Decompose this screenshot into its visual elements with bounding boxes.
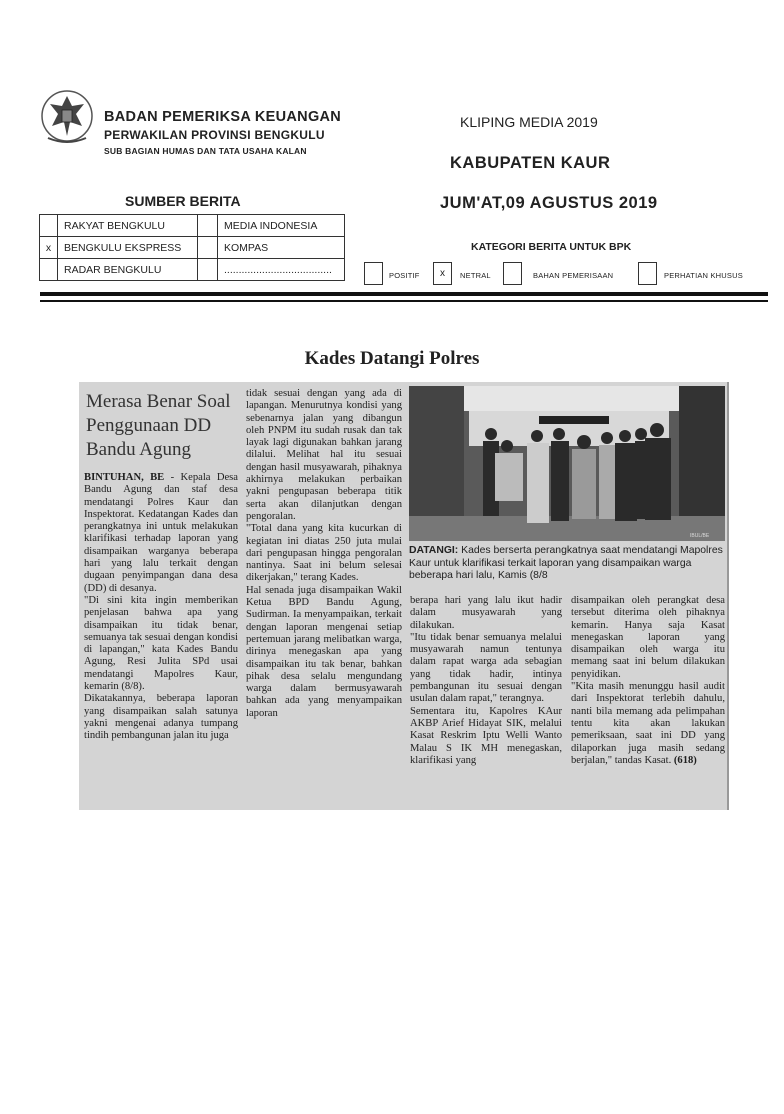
caption-text: Kades berserta perangkatnya saat mendatangi Mapolres Kaur untuk klarifikasi terkait laporan yang disampaikan warga beberapa hari lalu, Kamis (8/8 xyxy=(409,545,723,582)
article-column-4 xyxy=(571,595,725,767)
sumber-source: ..................................... xyxy=(218,259,345,281)
sumber-source: RADAR BENGKULU xyxy=(58,259,198,281)
article-column-2 xyxy=(246,388,402,720)
kabupaten-title: KABUPATEN KAUR xyxy=(450,154,611,172)
sumber-row xyxy=(40,259,345,281)
article-headline: Kades Datangi Polres xyxy=(304,348,480,369)
sumber-checkbox xyxy=(198,215,218,237)
article-subheadline: Merasa Benar Soal Penggunaan DD Bandu Agung xyxy=(86,391,231,460)
kliping-title: KLIPING MEDIA 2019 xyxy=(460,114,598,130)
header-divider xyxy=(40,300,768,302)
sumber-row xyxy=(40,215,345,237)
photo-caption xyxy=(409,545,725,583)
paragraph: tidak sesuai dengan yang ada di lapangan. Menurutnya kondisi yang sebenarnya jalan yang dibangun oleh PNPM itu sudah rusak dan tak layak lagi digunakan bahkan jarang dilalui. Melihat hal itu sesuai dengan hasil musyawarah, pihaknya akhirnya melakukan perbaikan yakni pengupasan beberapa titik serta akan dilanjutkan dengan pengoralan. xyxy=(246,388,402,522)
sumber-table xyxy=(39,214,345,281)
netral-checkbox: x xyxy=(433,262,452,285)
khusus-checkbox xyxy=(638,262,657,285)
sumber-checkbox xyxy=(198,237,218,259)
sumber-source: MEDIA INDONESIA xyxy=(218,215,345,237)
positif-checkbox xyxy=(364,262,383,285)
photo-credit: IBUL/BE xyxy=(690,533,710,539)
paragraph: Hal senada juga disampaikan Wakil Ketua BPD Bandu Agung, Sudirman. Ia menyampaikan, terkait dengan laporan mengenai setiap pertemuan jarang melibatkan warga, dirinya menegaskan apa yang disampaikan itu tak benar, bahkan pihak desa selalu mengundang warga dalam bermusyawarah bahkan ada yang menyampaikan laporan xyxy=(246,584,402,719)
article-column-3 xyxy=(410,595,562,767)
article-column-1 xyxy=(84,472,238,743)
caption-label: DATANGI: xyxy=(409,545,459,556)
article-signoff: (618) xyxy=(673,754,697,766)
pemeriksaan-label: BAHAN PEMERISAAN xyxy=(533,271,614,280)
sumber-source: KOMPAS xyxy=(218,237,345,259)
positif-label: POSITIF xyxy=(389,271,420,280)
netral-label: NETRAL xyxy=(460,271,491,280)
org-name: BADAN PEMERIKSA KEUANGAN xyxy=(104,109,342,125)
paragraph: "Kita masih menunggu hasil audit dari Inspektorat terlebih dahulu, nanti bila memang ada pelimpahan tentu kita akan lakukan pemeriksaan, saat ini DD yang dilaporkan juga masih sedang berjalan," tandas Kasat. xyxy=(571,681,725,766)
paragraph: berapa hari yang lalu ikut hadir dalam musyawarah yang dilakukan. xyxy=(410,595,562,631)
org-division: SUB BAGIAN HUMAS DAN TATA USAHA KALAN xyxy=(104,146,307,156)
paragraph: Dikatakannya, beberapa laporan yang disampaikan salah satunya yakni mengenai adanya tumpang tindih pembangunan jalan itu juga xyxy=(84,693,238,742)
sumber-checkbox: x xyxy=(40,237,58,259)
khusus-label: PERHATIAN KHUSUS xyxy=(664,271,743,280)
sumber-source: RAKYAT BENGKULU xyxy=(58,215,198,237)
dateline: BINTUHAN, BE xyxy=(84,472,165,483)
paragraph: disampaikan oleh perangkat desa tersebut diterima oleh pihaknya kemarin. Hanya saja Kasat menegaskan laporan yang disampaikan oleh warga itu memang saat ini belum dilakukan penyidikan. xyxy=(571,595,725,680)
header-divider xyxy=(40,292,768,296)
paragraph: "Total dana yang kita kucurkan di kegiatan ini diatas 250 juta mulai dari pengupasan hingga pengoralan nantinya. Saat ini belum selesai dikerjakan," terang Kades. xyxy=(246,523,402,584)
news-photo xyxy=(409,386,725,541)
org-branch: PERWAKILAN PROVINSI BENGKULU xyxy=(104,128,325,142)
sumber-checkbox xyxy=(198,259,218,281)
sumber-title: SUMBER BERITA xyxy=(125,193,241,209)
sumber-checkbox xyxy=(40,215,58,237)
paragraph: - Kepala Desa Bandu Agung dan staf desa mendatangi Polres Kaur dan Inspektorat. Kedatangan Kades dan perangkatnya ini untuk melakukan klarifikasi terhadap laporan yang disampaikan warganya beberapa hari yang lalu terkait dengan dugaan penyimpangan dana desa (DD) di desanya. xyxy=(84,472,238,594)
garuda-emblem-icon xyxy=(38,88,96,150)
paragraph: "Di sini kita ingin memberikan penjelasan bahwa apa yang disampaikan itu tidak benar, semuanya tak sesuai dengan kondisi di lapangan," kata Kades Bandu Agung, Resi Julita SPd usai mendatangi Mapolres Kaur, kemarin (8/8). xyxy=(84,594,238,693)
date-title: JUM'AT,09 AGUSTUS 2019 xyxy=(440,194,658,212)
sumber-row xyxy=(40,237,345,259)
paragraph: "Itu tidak benar semuanya melalui musyawarah namun tentunya dalam rapat warga ada sebagian yang tidak hadir, intinya pembangunan itu sesuai dengan usulan dalam rapat," terangnya. xyxy=(410,631,562,705)
sumber-checkbox xyxy=(40,259,58,281)
pemeriksaan-checkbox xyxy=(503,262,522,285)
sumber-source: BENGKULU EKSPRESS xyxy=(58,237,198,259)
paragraph: Sementara itu, Kapolres KAur AKBP Arief Hidayat SIK, melalui Kasat Reskrim Iptu Welli Wanto Malau S IK MH menegaskan, klarifikasi yang xyxy=(410,705,562,766)
kategori-title: KATEGORI BERITA UNTUK BPK xyxy=(471,241,632,253)
